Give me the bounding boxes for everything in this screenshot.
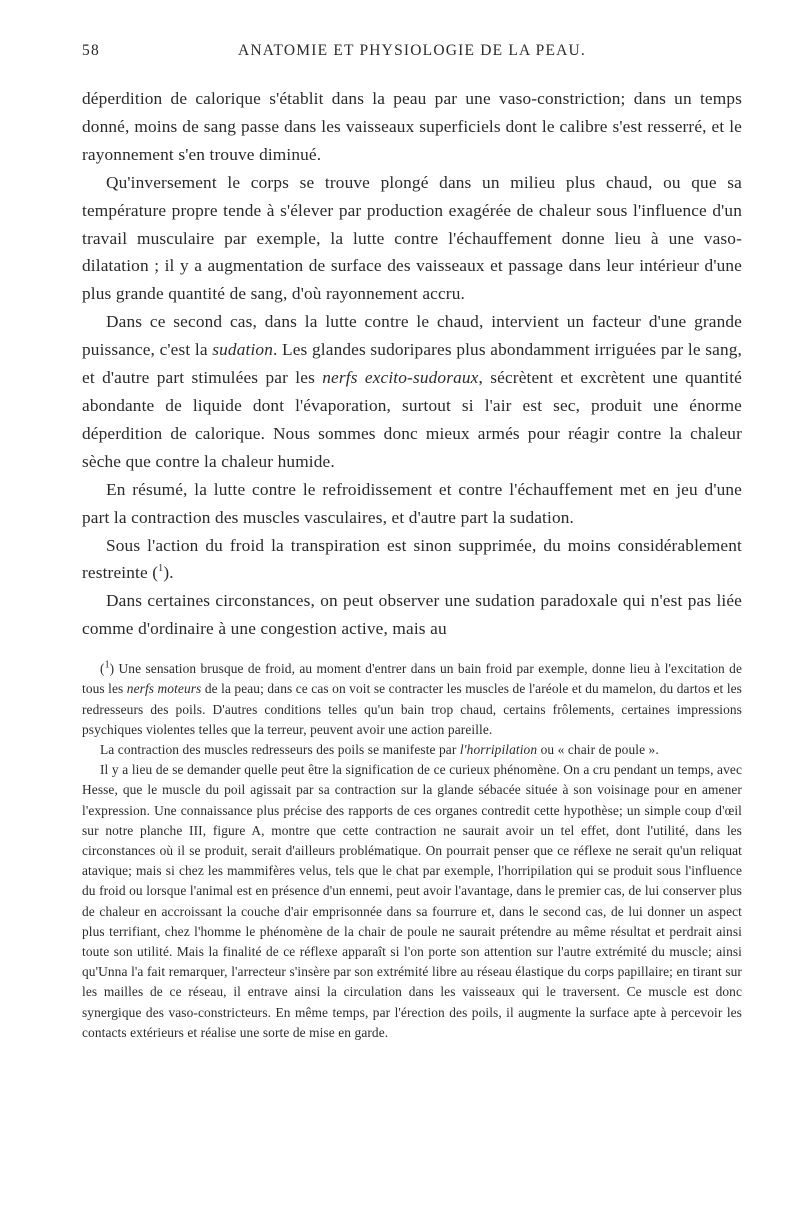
paragraph-5-text-b: ). — [163, 563, 174, 583]
term-nerfs-excito-sudoraux: nerfs excito-sudoraux — [322, 368, 479, 388]
main-text — [82, 85, 742, 643]
footnote-1: ($^1$) Une sensation brusque de froid, au moment d'entrer dans un bain froid par exemple, donne lieu à l'excitation de tous les nerfs moteurs de la peau; dans ce cas on voit se contracter les muscles de l'aréole et du mamelon, du dartos et les redresseurs des poils. D'autres conditions telles qu'un bain trop chaud, certains frôlements, certaines impressions psychiques violentes telles que la terreur, peuvent avoir une action pareille. — [82, 659, 742, 737]
running-header — [82, 42, 742, 66]
paragraph-1: déperdition de calorique s'établit dans la peau par une vaso-constriction; dans un temps donné, moins de sang passe dans les vaisseaux superficiels dont le calibre s'est resserré, et le rayonnement s'en trouve diminué. — [82, 89, 742, 164]
paragraph-3-text-c: , sécrètent et excrètent une quantité abondante de liquide dont l'évaporation, surtout si l'air est sec, produit une énorme déperdition de calorique. Nous sommes donc mieux armés pour réagir contre la chaleur sèche que contre la chaleur humide. — [82, 368, 742, 471]
paragraph-4: En résumé, la lutte contre le refroidissement et contre l'échauffement met en jeu d'une part la contraction des muscles vasculaires, et d'autre part la sudation. — [82, 479, 742, 527]
paragraph-6: Dans certaines circonstances, on peut observer une sudation paradoxale qui n'est pas liée comme d'ordinaire à une congestion active, mais au — [82, 591, 742, 639]
footnote-reference: 1 — [158, 563, 164, 575]
paragraph-2: Qu'inversement le corps se trouve plongé dans un milieu plus chaud, ou que sa température propre tende à s'élever par production exagérée de chaleur sous l'influence d'un travail musculaire par exemple, la lutte contre l'échauffement donne lieu à une vaso-dilatation ; il y a augmentation de surface des vaisseaux et passage dans leur intérieur d'une plus grande quantité de sang, d'où rayonnement accru. — [82, 172, 742, 304]
footnote-2-text-b: ou « chair de poule ». — [537, 741, 659, 757]
term-horripilation: l'horripilation — [459, 741, 538, 757]
footnote-1-text-b: de la peau; dans ce cas on voit se contracter les muscles de l'aréole et du mamelon, du dartos et les redresseurs des poils. D'autres conditions telles qu'un bain trop chaud, certains frôlements, certaines impressions psychiques violentes telles que la terreur, peuvent avoir une action pareille. — [82, 681, 742, 737]
paragraph-3 — [82, 308, 742, 475]
page-number: 58 — [82, 42, 100, 59]
term-nerfs-moteurs: nerfs moteurs — [126, 681, 202, 697]
paragraph-5 — [82, 532, 742, 588]
footnote-3: Il y a lieu de se demander quelle peut être la signification de ce curieux phénomène. On a cru pendant un temps, avec Hesse, que le muscle du poil agissait par sa contraction sur la glande sébacée située à son voisinage pour en amener l'expression. Une connaissance plus précise des rapports de ces organes contredit cette hypothèse; un simple coup d'œil sur notre planche III, figure A, montre que cette contraction ne saurait avoir un tel effet, dont l'utilité, dans les circonstances où il se produit, serait d'ailleurs problématique. On pourrait penser que ce réflexe ne serait qu'un reliquat atavique; mais si chez les mammifères velus, tels que le chat par exemple, l'horripilation qui se produit sous l'influence du froid ou lorsque l'animal est en présence d'un ennemi, peut avoir l'avantage, dans le premier cas, de lui conserver plus de chaleur en accroissant la couche d'air emprisonnée dans sa fourrure et, dans le second cas, de lui donner un aspect plus terrifiant, chez l'homme le phénomène de la chair de poule ne saurait prétendre au même résultat et perdrait ainsi toute son utilité. Mais la finalité de ce réflexe apparaît si l'on porte son attention sur l'autre extrémité du muscle; ainsi qu'Unna l'a fait remarquer, l'arrecteur s'insère par son extrémité libre au réseau élastique du corps papillaire; en tirant sur les mailles de ce réseau, il entrave ainsi la circulation dans les vaisseaux qui le traversent. Ce muscle est donc synergique des vaso-constricteurs. En même temps, par l'érection des poils, il augmente la surface apte à percevoir les contacts extérieurs et réalise une sorte de mise en garde. — [82, 762, 742, 1040]
term-sudation: sudation — [212, 340, 273, 360]
footnotes — [82, 659, 742, 1043]
footnote-1-text-a: ) Une sensation brusque de froid, au moment d'entrer dans un bain froid par exemple, donne lieu à l'excitation de tous les — [82, 661, 742, 697]
paragraph-5-text-a: Sous l'action du froid la transpiration est sinon supprimée, du moins considérablement restreinte ( — [82, 535, 742, 583]
paragraph-3-text-b: . Les glandes sudoripares plus abondamment irriguées par le sang, et d'autre part stimulées par les — [82, 340, 743, 388]
footnote-2-text-a: La contraction des muscles redresseurs des poils se manifeste par — [100, 741, 460, 757]
paragraph-3-text-a: Dans ce second cas, dans la lutte contre le chaud, intervient un facteur d'une grande puissance, c'est la — [82, 312, 742, 360]
footnote-2 — [82, 740, 742, 760]
footnote-1-mark: 1 — [104, 659, 110, 671]
running-title: ANATOMIE ET PHYSIOLOGIE DE LA PEAU. — [238, 42, 586, 59]
document-page — [82, 42, 742, 1043]
